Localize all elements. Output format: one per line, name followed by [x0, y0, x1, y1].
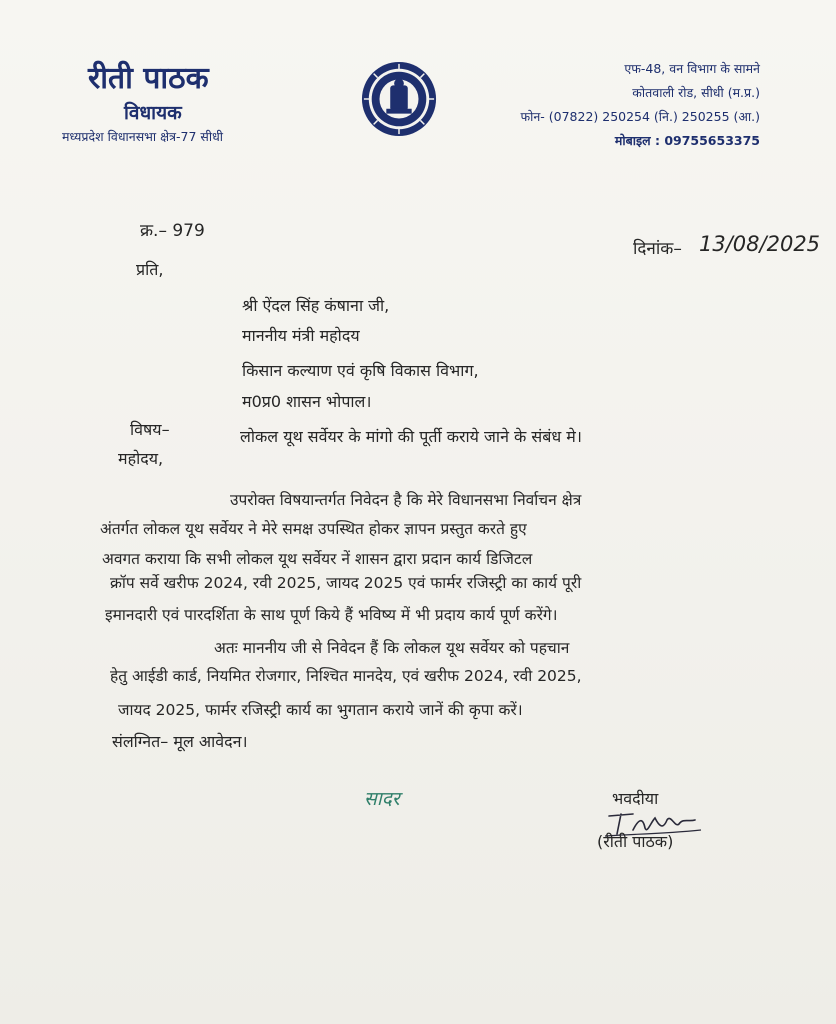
recipient-line: म0प्र0 शासन भोपाल।	[242, 392, 372, 411]
recipient-line: किसान कल्याण एवं कृषि विकास विभाग,	[242, 361, 479, 380]
recipient-line: माननीय मंत्री महोदय	[242, 326, 360, 345]
sender-address-line2: कोतवाली रोड, सीधी (म.प्र.)	[632, 85, 760, 100]
body-line: उपरोक्त विषयान्तर्गत निवेदन है कि मेरे विधानसभा निर्वाचन क्षेत्र	[230, 491, 582, 509]
body-line: क्रॉप सर्वे खरीफ 2024, रवी 2025, जायद 2025 एवं फार्मर रजिस्ट्री का कार्य पूरी	[110, 574, 582, 592]
body-line: जायद 2025, फार्मर रजिस्ट्री कार्य का भुगतान कराये जानें की कृपा करें।	[118, 701, 523, 719]
closing-label: भवदीया	[612, 789, 659, 808]
reference-number: क्र.– 979	[140, 221, 205, 241]
body-line: इमानदारी एवं पारदर्शिता के साथ पूर्ण किये हैं भविष्य में भी प्रदाय कार्य पूर्ण करेंगे।	[105, 606, 558, 624]
body-line: हेतु आईडी कार्ड, नियमित रोजगार, निश्चित मानदेय, एवं खरीफ 2024, रवी 2025,	[110, 667, 582, 685]
subject-label: विषय–	[130, 420, 170, 439]
handwritten-note: सादर	[364, 788, 400, 810]
date-value: 13/08/2025	[699, 232, 821, 256]
subject-text: लोकल यूथ सर्वेयर के मांगो की पूर्ती कराये जाने के संबंध मे।	[240, 427, 582, 446]
salutation: महोदय,	[118, 449, 164, 468]
body-line: अतः माननीय जी से निवेदन हैं कि लोकल यूथ सर्वेयर को पहचान	[214, 639, 570, 657]
sender-mobile: मोबाइल : 09755653375	[614, 133, 760, 148]
sender-phone: फोन- (07822) 250254 (नि.) 250255 (आ.)	[520, 109, 760, 124]
enclosure-note: संलग्नित– मूल आवेदन।	[112, 732, 248, 751]
sender-address-line1: एफ-48, वन विभाग के सामने	[624, 61, 760, 76]
sender-constituency: मध्यप्रदेश विधानसभा क्षेत्र-77 सीधी	[62, 129, 224, 144]
recipient-line: श्री ऐंदल सिंह कंषाना जी,	[242, 296, 390, 315]
state-emblem-seal-icon	[360, 60, 438, 138]
body-line: अवगत कराया कि सभी लोकल यूथ सर्वेयर नें शासन द्वारा प्रदान कार्य डिजिटल	[102, 550, 533, 568]
sender-name: रीती पाठक	[88, 61, 209, 96]
to-label: प्रति,	[136, 260, 164, 279]
date-label: दिनांक–	[633, 239, 682, 259]
body-line: अंतर्गत लोकल यूथ सर्वेयर ने मेरे समक्ष उपस्थित होकर ज्ञापन प्रस्तुत करते हुए	[100, 520, 527, 538]
signatory-name: (रीती पाठक)	[597, 832, 674, 851]
sender-title: विधायक	[124, 102, 182, 124]
